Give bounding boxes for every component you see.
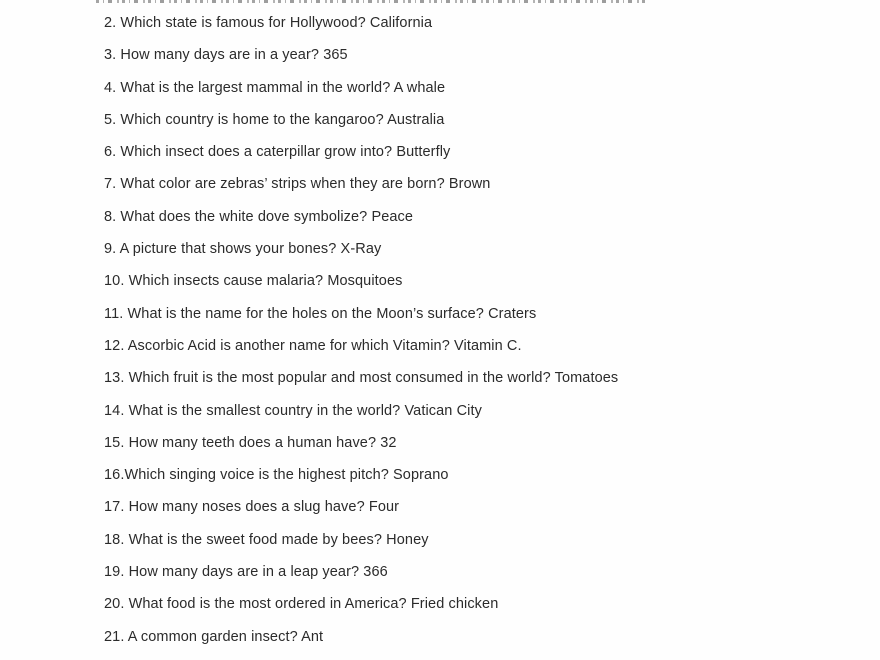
trivia-question-list — [104, 7, 664, 653]
question-line: 9. A picture that shows your bones? X-Ray — [104, 241, 382, 258]
question-line: 7. What color are zebras’ strips when they are born? Brown — [104, 176, 491, 193]
question-line: 20. What food is the most ordered in America? Fried chicken — [104, 596, 499, 613]
question-line: 16.Which singing voice is the highest pitch? Soprano — [104, 467, 449, 484]
question-line: 18. What is the sweet food made by bees? Honey — [104, 531, 429, 548]
question-line: 6. Which insect does a caterpillar grow into? Butterfly — [104, 144, 451, 161]
question-line: 17. How many noses does a slug have? Four — [104, 499, 400, 516]
question-line: 19. How many days are in a leap year? 366 — [104, 564, 388, 581]
question-line: 4. What is the largest mammal in the world? A whale — [104, 79, 446, 96]
question-line: 14. What is the smallest country in the world? Vatican City — [104, 402, 482, 419]
question-line: 12. Ascorbic Acid is another name for which Vitamin? Vitamin C. — [104, 337, 522, 354]
question-line: 10. Which insects cause malaria? Mosquitoes — [104, 273, 403, 290]
question-line: 15. How many teeth does a human have? 32 — [104, 434, 397, 451]
question-line: 2. Which state is famous for Hollywood? California — [104, 15, 433, 31]
question-line: 3. How many days are in a year? 365 — [104, 47, 348, 64]
question-line: 13. Which fruit is the most popular and most consumed in the world? Tomatoes — [104, 370, 619, 387]
question-line: 5. Which country is home to the kangaroo? Australia — [104, 111, 445, 128]
question-line: 21. A common garden insect? Ant — [104, 628, 324, 645]
question-line: 11. What is the name for the holes on the Moon’s surface? Craters — [104, 305, 537, 322]
clipped-text-line-top — [96, 0, 646, 3]
question-line: 8. What does the white dove symbolize? Peace — [104, 208, 414, 225]
